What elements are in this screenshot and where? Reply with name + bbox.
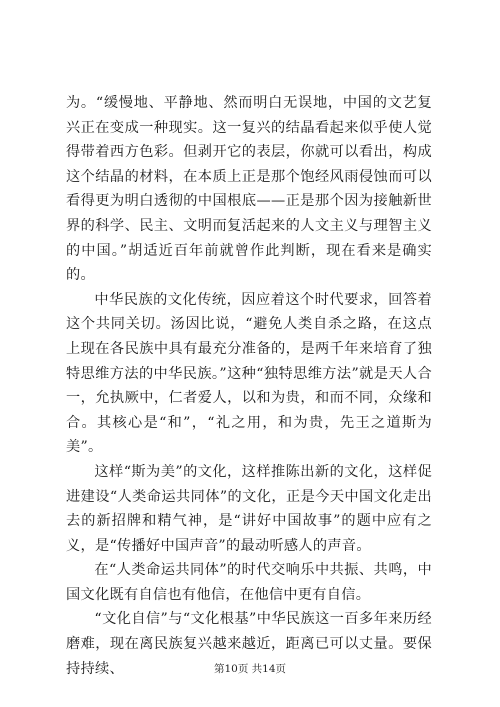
page-number-label: 第10页 共14页 [213, 663, 287, 675]
page-footer [0, 661, 500, 676]
paragraph-1: 为。“缓慢地、平静地、然而明白无误地，中国的文艺复兴正在变成一种现实。这一复兴的结晶看起来似乎使人觉得带着西方色彩。但剥开它的表层，你就可以看出，构成这个结晶的材料，在本质上正是那个饱经风雨侵蚀而可以看得更为明白透彻的中国根底——正是那个因为接触新世界的科学、民主、文明而复活起来的人文主义与理智主义的中国。”胡适近百年前就曾作此判断，现在看来是确实的。 [66, 95, 432, 284]
paragraph-2: 中华民族的文化传统，因应着这个时代要求，回答着这个共同关切。汤因比说，“避免人类自杀之路，在这点上现在各民族中具有最充分准备的，是两千年来培育了独特思维方法的中华民族。”这种“独特思维方法”就是天人合一，允执厥中，仁者爱人，以和为贵，和而不同，众缘和合。其核心是“和”，“礼之用，和为贵，先王之道斯为美”。 [66, 291, 432, 456]
document-body [66, 91, 432, 681]
paragraph-5: “文化自信”与“文化根基”中华民族这一百多年来历经磨难，现在离民族复兴越来越近，距离已可以丈量。要保持持续、 [66, 611, 432, 677]
paragraph-4: 在“人类命运共同体”的时代交响乐中共振、共鸣，中国文化既有自信也有他信，在他信中更有自信。 [66, 562, 432, 603]
paragraph-3: 这样“斯为美”的文化，这样推陈出新的文化，这样促进建设“人类命运共同体”的文化，正是今天中国文化走出去的新招牌和精气神，是“讲好中国故事”的题中应有之义，是“传播好中国声音”的最动听感人的声音。 [66, 463, 432, 554]
